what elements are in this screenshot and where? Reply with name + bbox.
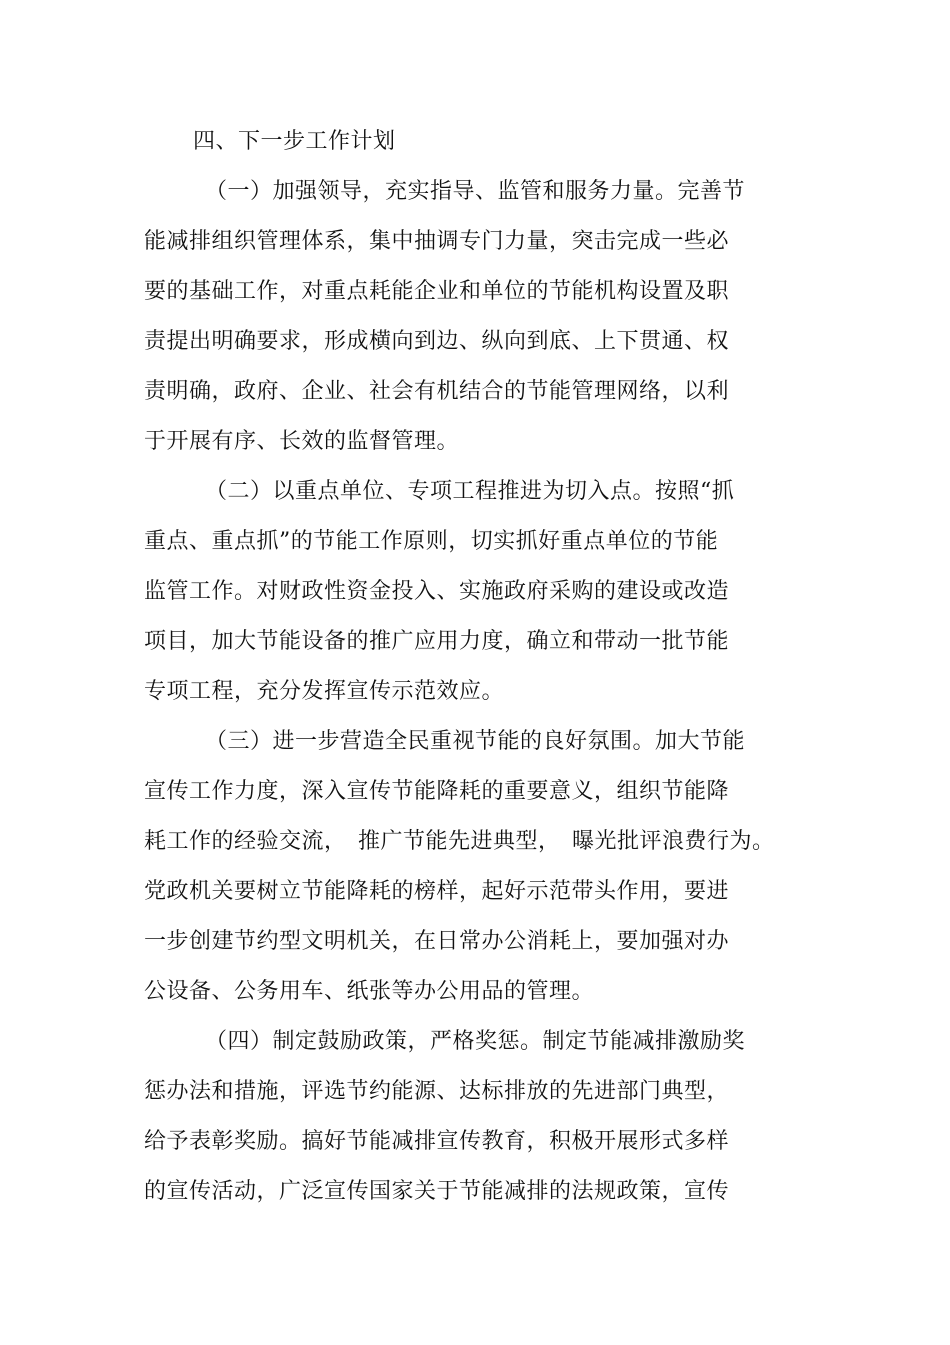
paragraph-3-line-6: 公设备、公务用车、纸张等办公用品的管理。: [144, 979, 595, 1004]
paragraph-3-line-4: 党政机关要树立节能降耗的榜样，起好示范带头作用，要进: [144, 879, 730, 904]
paragraph-2-line-2: 重点、重点抓”的节能工作原则，切实抓好重点单位的节能: [144, 529, 719, 554]
paragraph-2-line-5: 专项工程，充分发挥宣传示范效应。: [144, 679, 505, 704]
section-heading: 四、下一步工作计划: [193, 129, 396, 154]
paragraph-4-line-2: 惩办法和措施，评选节约能源、达标排放的先进部门典型，: [144, 1079, 730, 1104]
paragraph-1-line-1: （一）加强领导，充实指导、监管和服务力量。完善节: [205, 179, 746, 204]
paragraph-4-line-4: 的宣传活动，广泛宣传国家关于节能减排的法规政策，宣传: [144, 1179, 730, 1204]
paragraph-2-line-3: 监管工作。对财政性资金投入、实施政府采购的建设或改造: [144, 579, 730, 604]
paragraph-3-line-1: （三）进一步营造全民重视节能的良好氛围。加大节能: [205, 729, 746, 754]
paragraph-2-line-1: （二）以重点单位、专项工程推进为切入点。按照“抓: [205, 479, 735, 504]
paragraph-1-line-4: 责提出明确要求，形成横向到边、纵向到底、上下贯通、权: [144, 329, 730, 354]
paragraph-4-line-1: （四）制定鼓励政策，严格奖惩。制定节能减排激励奖: [205, 1029, 746, 1054]
paragraph-1-line-6: 于开展有序、长效的监督管理。: [144, 429, 460, 454]
paragraph-1-line-2: 能减排组织管理体系，集中抽调专门力量，突击完成一些必: [144, 229, 730, 254]
paragraph-1-line-3: 要的基础工作，对重点耗能企业和单位的节能机构设置及职: [144, 279, 730, 304]
paragraph-2-line-4: 项目，加大节能设备的推广应用力度，确立和带动一批节能: [144, 629, 730, 654]
paragraph-3-line-5: 一步创建节约型文明机关，在日常办公消耗上，要加强对办: [144, 929, 730, 954]
paragraph-3-line-2: 宣传工作力度，深入宣传节能降耗的重要意义，组织节能降: [144, 779, 730, 804]
paragraph-4-line-3: 给予表彰奖励。搞好节能减排宣传教育，积极开展形式多样: [144, 1129, 730, 1154]
paragraph-1-line-5: 责明确，政府、企业、社会有机结合的节能管理网络，以利: [144, 379, 730, 404]
paragraph-3-line-3: 耗工作的经验交流， 推广节能先进典型， 曝光批评浪费行为。: [144, 829, 775, 854]
